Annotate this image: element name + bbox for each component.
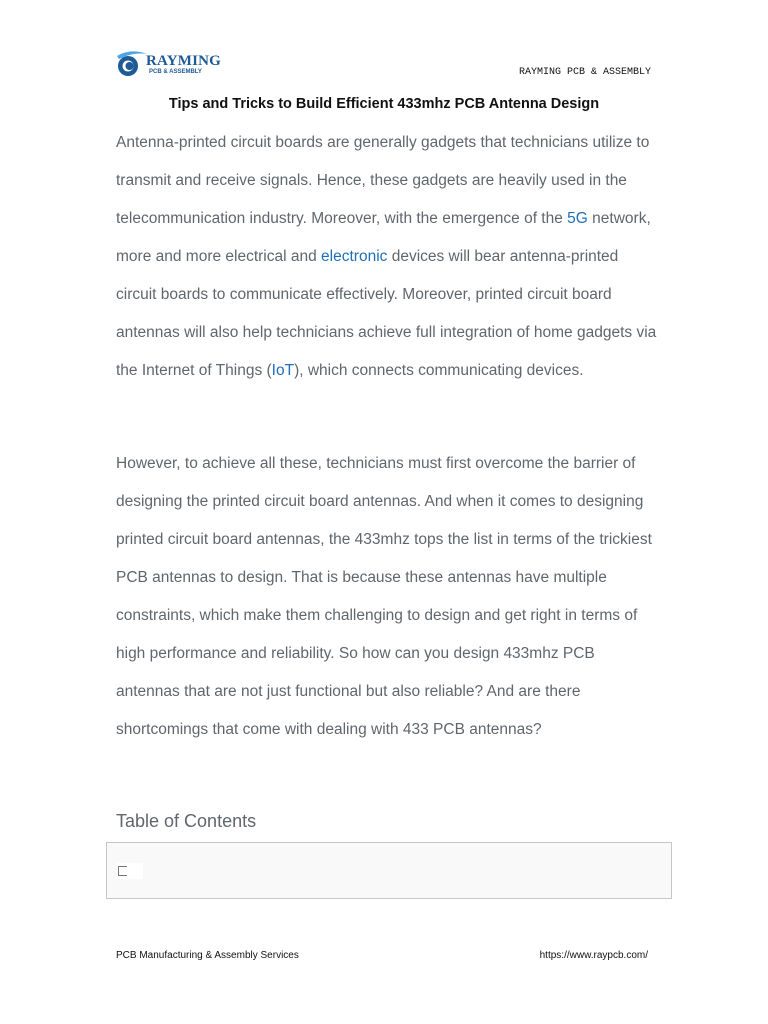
intro-text-1: Antenna-printed circuit boards are generally gadgets that technicians utilize to transmit and receive signals. Hence, these gadgets are heavily used in the telecommunication industry. Moreover, with the emergence of the [116, 134, 650, 227]
link-5g[interactable]: 5G [567, 210, 588, 227]
toc-container [106, 842, 672, 899]
footer-website-link[interactable]: https://www.raypcb.com/ [539, 950, 648, 961]
toc-expand-icon [118, 866, 127, 876]
intro-text-3: devices will bear antenna-printed circuit boards to communicate effectively. Moreover, printed circuit board antennas will also help technicians achieve full integration of home gadgets via the Internet of Things ( [116, 248, 657, 379]
footer-services: PCB Manufacturing & Assembly Services [116, 950, 299, 961]
rayming-logo-icon [115, 50, 149, 80]
link-iot[interactable]: IoT [271, 362, 295, 379]
header-company-name: RAYMING PCB & ASSEMBLY [518, 67, 651, 78]
toc-toggle-button[interactable] [117, 863, 143, 879]
logo-name: RAYMING [146, 53, 222, 69]
company-logo [115, 50, 235, 82]
intro-text-2: network, more and more electrical and [116, 210, 651, 265]
second-paragraph: However, to achieve all these, technicians must first overcome the barrier of designing the printed circuit board antennas. And when it comes to designing printed circuit board antennas, the 433mhz tops the list in terms of the trickiest PCB antennas to design. That is because these antennas have multiple constraints, which make them challenging to design and get right in terms of high performance and reliability. So how can you design 433mhz PCB antennas that are not just functional but also reliable? And are there shortcomings that come with dealing with 433 PCB antennas? [116, 455, 652, 738]
intro-text-4: ), which connects communicating devices. [294, 362, 584, 379]
document-title: Tips and Tricks to Build Efficient 433mhz PCB Antenna Design [168, 96, 600, 112]
intro-paragraph [116, 124, 661, 390]
toc-heading: Table of Contents [116, 811, 257, 831]
link-electronic[interactable]: electronic [321, 248, 388, 265]
logo-subtitle: PCB & ASSEMBLY [149, 69, 202, 75]
